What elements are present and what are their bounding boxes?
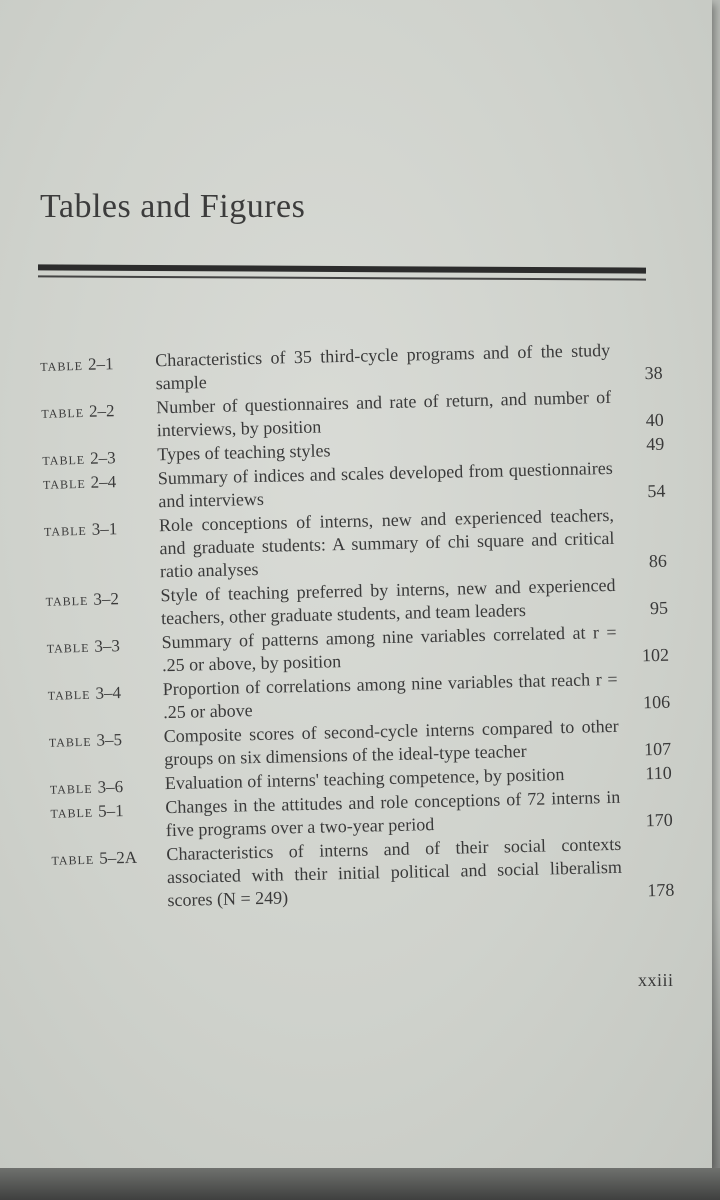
table-label: TABLE 2–1	[40, 354, 114, 374]
page-number: 110	[645, 762, 672, 784]
list-item	[38, 502, 689, 586]
table-list	[34, 337, 697, 916]
table-description: Role conceptions of interns, new and experienced teachers, and graduate students: A summary of chi square and critical ratio analyses	[158, 504, 615, 582]
table-label: TABLE 3–3	[46, 636, 121, 656]
page-number: 38	[644, 362, 663, 384]
page-number: 54	[647, 480, 666, 502]
table-description: Style of teaching preferred by interns, new and experienced teachers, other graduate students, and team leaders	[160, 574, 616, 629]
table-description: Summary of patterns among nine variables correlated at r = .25 or above, by position	[161, 621, 617, 676]
page-number: 170	[645, 809, 674, 831]
table-label: TABLE 3–2	[45, 589, 120, 609]
table-description: Proportion of correlations among nine variables that reach r = .25 or above	[162, 668, 618, 723]
table-label: TABLE 2–4	[42, 472, 117, 492]
table-description: Summary of indices and scales developed from questionnaires and interviews	[157, 457, 614, 512]
table-description: Changes in the attitudes and role conceptions of 72 interns in five programs over a two-year period	[165, 786, 621, 841]
title-rule-thick	[38, 264, 646, 273]
table-description: Characteristics of 35 third-cycle programs and of the study sample	[154, 339, 611, 394]
title-rule-thin	[38, 275, 646, 280]
folio-page-number: xxiii	[638, 970, 674, 990]
table-label: TABLE 2–2	[41, 401, 115, 421]
table-label: TABLE 2–3	[42, 448, 116, 468]
page-number: 86	[648, 550, 668, 572]
table-label: TABLE 3–5	[48, 730, 123, 750]
table-label: TABLE 5–2A	[51, 847, 138, 868]
table-description: Characteristics of interns and of their social contexts associated with their initial political and social liberalism scores (N = 249)	[166, 833, 623, 911]
page-number: 95	[649, 597, 669, 619]
page-title: Tables and Figures	[40, 188, 306, 225]
page-number: 102	[641, 644, 670, 666]
page-number: 40	[645, 409, 664, 431]
table-description: Composite scores of second-cycle interns compared to other groups on six dimensions of the ideal-type teacher	[163, 715, 619, 770]
table-label: TABLE 5–1	[50, 801, 124, 821]
table-label: TABLE 3–1	[43, 519, 118, 539]
page-number: 107	[643, 738, 672, 760]
background-shadow	[0, 1168, 720, 1200]
table-description: Number of questionnaires and rate of return, and number of interviews, by position	[156, 386, 612, 441]
list-item	[45, 831, 696, 915]
table-label: TABLE 3–6	[49, 777, 124, 797]
page-number: 178	[647, 879, 675, 901]
page-number: 106	[642, 691, 671, 713]
table-description: Types of teaching styles	[157, 440, 331, 465]
table-description: Evaluation of interns' teaching competence, by position	[164, 764, 565, 794]
page-number: 49	[646, 433, 665, 455]
table-label: TABLE 3–4	[47, 683, 122, 703]
